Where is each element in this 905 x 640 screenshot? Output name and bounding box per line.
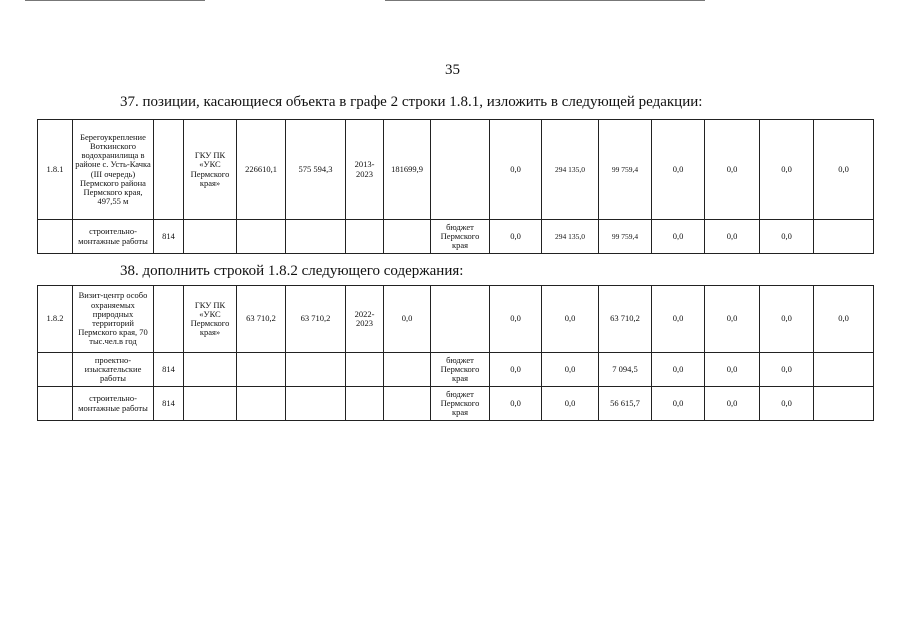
table-row — [38, 387, 874, 421]
work-type: строительно-монтажные работы — [73, 387, 154, 421]
value-cell: 63 710,2 — [599, 286, 652, 353]
cost-cell: 575 594,3 — [286, 120, 346, 220]
code-cell — [154, 120, 184, 220]
value-cell: 0,0 — [652, 387, 705, 421]
value-cell: 0,0 — [760, 220, 814, 254]
row-number: 1.8.2 — [38, 286, 73, 353]
period-cell: 2013-2023 — [346, 120, 384, 220]
cost-cell: 226610,1 — [237, 120, 286, 220]
value-cell: 7 094,5 — [599, 353, 652, 387]
work-type: строительно-монтажные работы — [73, 220, 154, 254]
source-cell: бюджет Пермского края — [431, 353, 490, 387]
cost-cell: 63 710,2 — [286, 286, 346, 353]
value-cell: 0,0 — [705, 220, 760, 254]
value-cell: 0,0 — [814, 286, 874, 353]
value-cell: 0,0 — [490, 120, 542, 220]
value-cell: 0,0 — [542, 353, 599, 387]
value-cell: 0,0 — [652, 220, 705, 254]
table-row — [38, 120, 874, 220]
value-cell: 0,0 — [705, 120, 760, 220]
object-name: Берегоукрепление Воткинского водохранилища в районе с. Усть-Качка (III очередь) Пермского района Пермского края, 497,55 м — [73, 120, 154, 220]
value-cell: 294 135,0 — [542, 220, 599, 254]
value-cell: 0,0 — [705, 387, 760, 421]
source-cell: бюджет Пермского края — [431, 220, 490, 254]
code-cell: 814 — [154, 220, 184, 254]
value-cell: 0,0 — [760, 353, 814, 387]
value-cell: 0,0 — [705, 286, 760, 353]
source-cell: бюджет Пермского края — [431, 387, 490, 421]
spent-cell: 181699,9 — [384, 120, 431, 220]
item-38-text: 38. дополнить строкой 1.8.2 следующего содержания: — [120, 263, 464, 279]
value-cell: 0,0 — [652, 353, 705, 387]
source-cell — [431, 120, 490, 220]
table-row — [38, 220, 874, 254]
page-number: 35 — [445, 62, 460, 78]
value-cell: 0,0 — [490, 286, 542, 353]
code-cell: 814 — [154, 387, 184, 421]
table-1-8-2 — [37, 285, 874, 421]
value-cell: 0,0 — [705, 353, 760, 387]
value-cell: 0,0 — [814, 120, 874, 220]
row-number: 1.8.1 — [38, 120, 73, 220]
value-cell: 0,0 — [760, 387, 814, 421]
value-cell: 99 759,4 — [599, 120, 652, 220]
value-cell: 0,0 — [652, 286, 705, 353]
table-row — [38, 286, 874, 353]
value-cell: 99 759,4 — [599, 220, 652, 254]
cost-cell: 63 710,2 — [237, 286, 286, 353]
object-name: Визит-центр особо охраняемых природных территорий Пермского края, 70 тыс.чел.в год — [73, 286, 154, 353]
value-cell: 0,0 — [760, 286, 814, 353]
spent-cell: 0,0 — [384, 286, 431, 353]
value-cell: 0,0 — [542, 387, 599, 421]
code-cell: 814 — [154, 353, 184, 387]
code-cell — [154, 286, 184, 353]
period-cell: 2022-2023 — [346, 286, 384, 353]
value-cell: 0,0 — [652, 120, 705, 220]
customer-cell: ГКУ ПК «УКС Пермского края» — [184, 286, 237, 353]
value-cell: 294 135,0 — [542, 120, 599, 220]
scan-edge-line — [25, 0, 205, 1]
value-cell: 0,0 — [490, 220, 542, 254]
value-cell: 0,0 — [760, 120, 814, 220]
work-type: проектно-изыскательские работы — [73, 353, 154, 387]
customer-cell: ГКУ ПК «УКС Пермского края» — [184, 120, 237, 220]
value-cell: 0,0 — [490, 387, 542, 421]
table-1-8-1 — [37, 119, 874, 254]
item-37-text: 37. позиции, касающиеся объекта в графе 2 строки 1.8.1, изложить в следующей редакции: — [120, 94, 703, 110]
scan-edge-line — [385, 0, 705, 1]
value-cell: 56 615,7 — [599, 387, 652, 421]
value-cell: 0,0 — [542, 286, 599, 353]
value-cell: 0,0 — [490, 353, 542, 387]
table-row — [38, 353, 874, 387]
source-cell — [431, 286, 490, 353]
